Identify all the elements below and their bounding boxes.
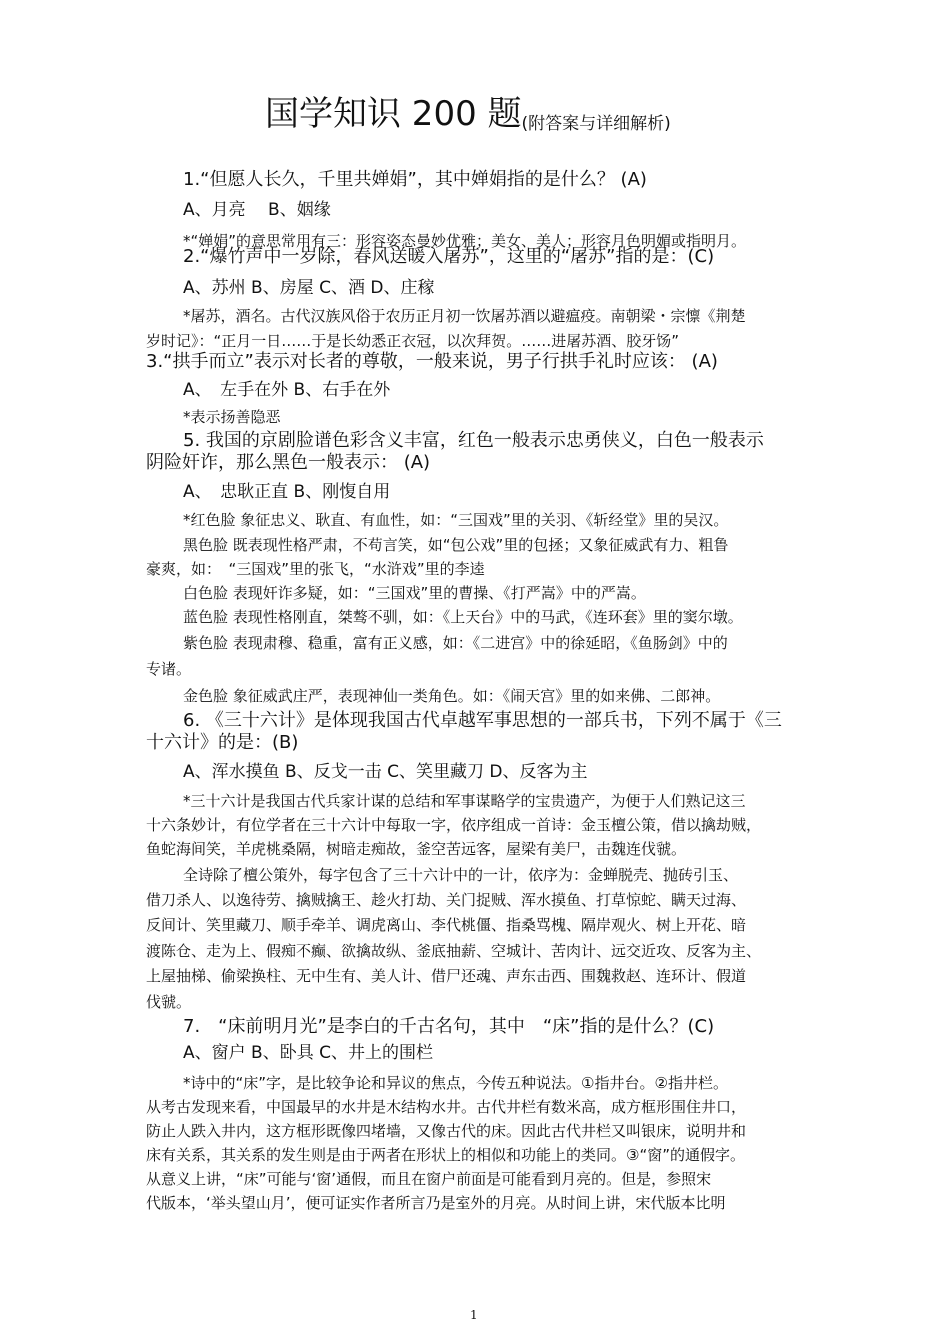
note-6-f: 反间计、笑里藏刀、顺手牵羊、调虎离山、李代桃僵、指桑骂槐、隔岸观火、树上开花、暗 [146, 916, 747, 934]
question-5a: 5. 我国的京剧脸谱色彩含义丰富，红色一般表示忠勇侠义，白色一般表示 [183, 430, 764, 451]
note-6-c: 鱼蛇海间笑，羊虎桃桑隔，树暗走痴故，釜空苦远客，屋梁有美尸，击魏连伐虢。 [146, 840, 687, 858]
options-2: A、苏州 B、房屋 C、酒 D、庄稼 [183, 278, 435, 298]
question-6b: 十六计》的是：(B) [146, 732, 299, 753]
question-6a: 6. 《三十六计》是体现我国古代卓越军事思想的一部兵书，下列不属于《三 [183, 710, 782, 731]
note-6-e: 借刀杀人、以逸待劳、擒贼擒王、趁火打劫、关门捉贼、浑水摸鱼、打草惊蛇、瞒天过海、 [146, 891, 747, 909]
options-1: A、月亮 B、姻缘 [183, 200, 331, 220]
note-7-f: 代版本，‘举头望山月’，便可证实作者所言乃是室外的月亮。从时间上讲，宋代版本比明 [146, 1194, 726, 1212]
note-6-g: 渡陈仓、走为上、假痴不癫、欲擒故纵、釜底抽薪、空城计、苦肉计、远交近攻、反客为主、 [146, 942, 762, 960]
question-7: 7. “床前明月光”是李白的千古名句，其中 “床”指的是什么？(C) [183, 1016, 715, 1037]
note-7-c: 防止人跌入井内，这方框形既像四堵墙，又像古代的床。因此古代井栏又叫银床，说明井和 [146, 1122, 747, 1140]
title-block [265, 86, 671, 135]
options-6: A、浑水摸鱼 B、反戈一击 C、笑里藏刀 D、反客为主 [183, 762, 588, 782]
note-5-black-b: 豪爽，如： “三国戏”里的张飞，“水浒戏”里的李逵 [146, 560, 485, 578]
options-3: A、 左手在外 B、右手在外 [183, 380, 391, 400]
note-5-gold: 金色脸 象征威武庄严，表现神仙一类角色。如：《闹天宫》里的如来佛、二郎神。 [183, 687, 721, 705]
page-number: 1 [470, 1308, 478, 1322]
note-5-blue: 蓝色脸 表现性格刚直，桀骜不驯，如：《上天台》中的马武，《连环套》里的窦尔墩。 [183, 608, 743, 626]
note-2b: 岁时记》：“正月一日……于是长幼悉正衣冠，以次拜贺。……进屠苏酒、胶牙饧” [146, 332, 680, 350]
note-3: *表示扬善隐恶 [183, 408, 281, 426]
note-5-purple-b: 专诸。 [146, 660, 192, 678]
note-7-d: 床有关系，其关系的发生则是由于两者在形状上的相似和功能上的类同。③“窗”的通假字。 [146, 1146, 745, 1164]
note-2a: *屠苏，酒名。古代汉族风俗于农历正月初一饮屠苏酒以避瘟疫。南朝梁・宗懔《荆楚 [183, 307, 746, 325]
document-subtitle: (附答案与详细解析) [521, 114, 671, 134]
question-2: 2.“爆竹声中一岁除，春风送暖入屠苏”，这里的“屠苏”指的是：(C) [183, 246, 715, 267]
note-5-white: 白色脸 表现奸诈多疑，如：“三国戏”里的曹操、《打严嵩》中的严嵩。 [183, 584, 646, 602]
note-6-b: 十六条妙计，有位学者在三十六计中每取一字，依序组成一首诗：金玉檀公策，借以擒劫贼， [146, 816, 762, 834]
note-7-a: *诗中的“床”字，是比较争论和异议的焦点，今传五种说法。①指井台。②指井栏。 [183, 1074, 728, 1092]
note-6-d: 全诗除了檀公策外，每字包含了三十六计中的一计，依序为：金蝉脱壳、抛砖引玉、 [183, 866, 739, 884]
question-3: 3.“拱手而立”表示对长者的尊敬，一般来说，男子行拱手礼时应该： (A) [146, 351, 718, 372]
document-title: 国学知识 200 题 [265, 94, 522, 134]
options-5: A、 忠耿正直 B、刚愎自用 [183, 482, 391, 502]
note-5-black-a: 黑色脸 既表现性格严肃，不苟言笑，如“包公戏”里的包拯；又象征威武有力、粗鲁 [183, 536, 729, 554]
note-7-b: 从考古发现来看，中国最早的水井是木结构水井。古代井栏有数米高，成方框形围住井口， [146, 1098, 747, 1116]
note-5-purple-a: 紫色脸 表现肃穆、稳重，富有正义感，如：《二进宫》中的徐延昭，《鱼肠剑》中的 [183, 634, 728, 652]
note-5-red: *红色脸 象征忠义、耿直、有血性，如：“三国戏”里的关羽、《斩经堂》里的吴汉。 [183, 511, 729, 529]
note-6-a: *三十六计是我国古代兵家计谋的总结和军事谋略学的宝贵遗产，为便于人们熟记这三 [183, 792, 746, 810]
note-7-e: 从意义上讲，“床”可能与‘窗’通假，而且在窗户前面是可能看到月亮的。但是，参照宋 [146, 1170, 712, 1188]
question-5b: 阴险奸诈，那么黑色一般表示： (A) [146, 452, 431, 473]
options-7: A、窗户 B、卧具 C、井上的围栏 [183, 1043, 433, 1063]
note-6-i: 伐虢。 [146, 993, 192, 1011]
note-1: *“婵娟”的意思常用有三：形容姿态曼妙优雅；美女、美人；形容月色明媚或指明月。 [183, 232, 747, 250]
note-6-h: 上屋抽梯、偷梁换柱、无中生有、美人计、借尸还魂、声东击西、围魏救赵、连环计、假道 [146, 967, 747, 985]
question-1: 1.“但愿人长久，千里共婵娟”，其中婵娟指的是什么？ (A) [183, 169, 647, 190]
